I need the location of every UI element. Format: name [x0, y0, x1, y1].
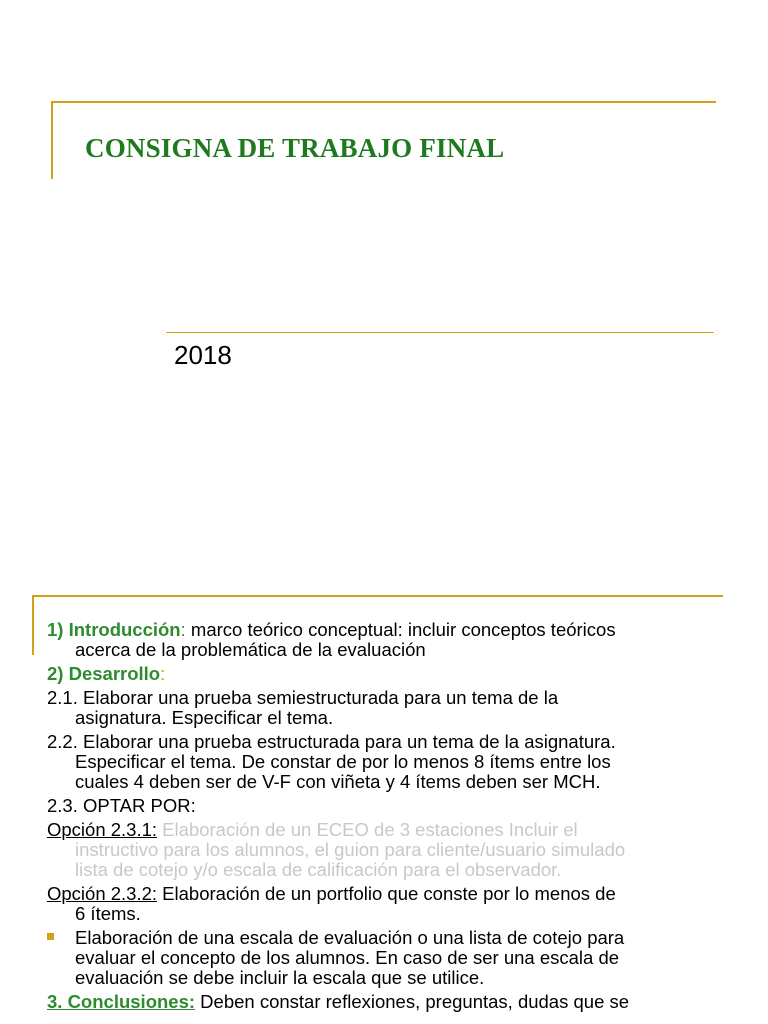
intro-text-line-1: marco teórico conceptual: incluir conceptos teóricos — [185, 619, 616, 640]
option-2-3-2-label: Opción 2.3.2: — [47, 883, 158, 904]
option-2-3-2 — [47, 884, 737, 924]
option-2-3-2-line-2: 6 ítems. — [75, 903, 141, 924]
conclusions-label: 3. Conclusiones: — [47, 991, 196, 1012]
bullet-line-2: evaluar el concepto de los alumnos. En caso de ser una escala de — [75, 947, 620, 968]
item-2-2-line-1: 2.2. Elaborar una prueba estructurada para un tema de la asignatura. — [47, 731, 616, 752]
conclusions-paragraph — [47, 992, 737, 1012]
intro-label: 1) Introducción — [47, 619, 181, 640]
content-body — [47, 620, 737, 1016]
title-top-rule — [51, 101, 716, 103]
option-2-3-1-line-2: instructivo para los alumnos, el guion para cliente/usuario simulado — [75, 839, 626, 860]
item-2-2-line-2: Especificar el tema. De constar de por lo menos 8 ítems entre los — [75, 751, 611, 772]
item-2-1 — [47, 688, 737, 728]
item-2-1-line-1: 2.1. Elaborar una prueba semiestructurada para un tema de la — [47, 687, 559, 708]
development-heading — [47, 664, 737, 684]
intro-text-line-2: acerca de la problemática de la evaluación — [75, 639, 426, 660]
bullet-line-3: evaluación se debe incluir la escala que se utilice. — [75, 967, 485, 988]
item-2-2 — [47, 732, 737, 792]
bullet-line-1: Elaboración de una escala de evaluación o una lista de cotejo para — [75, 927, 625, 948]
slide-year: 2018 — [174, 340, 232, 370]
slide-title: CONSIGNA DE TRABAJO FINAL — [85, 133, 505, 163]
item-2-3 — [47, 796, 737, 816]
option-2-3-1-label: Opción 2.3.1: — [47, 819, 158, 840]
intro-colon: : — [180, 619, 186, 640]
development-colon: : — [160, 663, 166, 684]
content-top-rule — [32, 595, 723, 597]
content-left-rule — [32, 595, 34, 655]
option-2-3-1 — [47, 820, 737, 880]
development-label: 2) Desarrollo — [47, 663, 161, 684]
item-2-2-line-3: cuales 4 deben ser de V-F con viñeta y 4 ítems deben ser MCH. — [75, 771, 601, 792]
intro-paragraph — [47, 620, 737, 660]
title-left-rule — [51, 101, 53, 179]
bullet-item — [47, 928, 737, 988]
option-2-3-2-line-1: Elaboración de un portfolio que conste por lo menos de — [157, 883, 616, 904]
conclusions-text: Deben constar reflexiones, preguntas, dudas que se — [195, 991, 630, 1012]
item-2-3-text: 2.3. OPTAR POR: — [47, 795, 196, 816]
option-2-3-1-line-3: lista de cotejo y/o escala de calificación para el observador. — [75, 859, 562, 880]
subtitle-rule — [166, 332, 714, 333]
item-2-1-line-2: asignatura. Especificar el tema. — [75, 707, 334, 728]
option-2-3-1-line-1: Elaboración de un ECEO de 3 estaciones Incluir el — [157, 819, 578, 840]
square-bullet-icon — [47, 933, 54, 940]
